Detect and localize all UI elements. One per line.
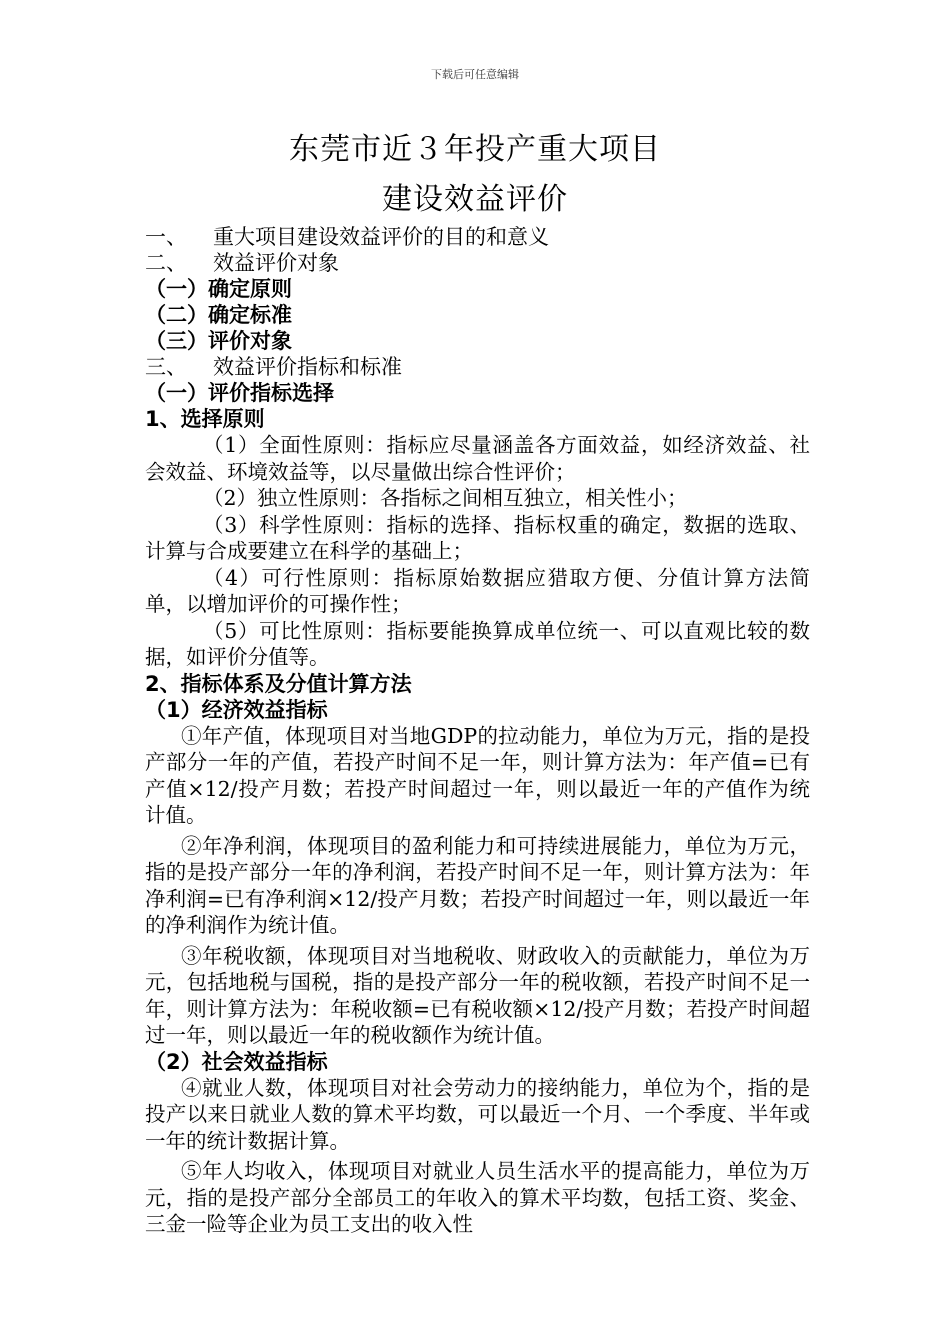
document-body (145, 224, 810, 1238)
subsection-heading: （三）评价对象 (145, 329, 292, 353)
subsection-heading: （一）确定原则 (145, 277, 292, 301)
section-number: 一、 (145, 225, 187, 249)
document-title-line2: 建设效益评价 (382, 182, 568, 217)
section-title: 效益评价指标和标准 (213, 355, 402, 379)
indicator-paragraph: ②年净利润，体现项目的盈利能力和可持续进展能力，单位为万元，指的是投产部分一年的净利润，若投产时间不足一年，则计算方法为：年净利润=已有净利润×12/投产月数；若投产时间超过一年，则以最近一年的净利润作为统计值。 (145, 833, 810, 937)
section-number: 二、 (145, 251, 187, 275)
section-number: 三、 (145, 355, 187, 379)
principle-paragraph: （2）独立性原则：各指标之间相互独立，相关性小； (203, 486, 688, 510)
principle-paragraph: （3）科学性原则：指标的选择、指标权重的确定，数据的选取、计算与合成要建立在科学的基础上； (145, 512, 810, 563)
header-note: 下载后可任意编辑 (431, 68, 519, 81)
section-title: 效益评价对象 (213, 251, 339, 275)
section-title: 重大项目建设效益评价的目的和意义 (213, 225, 549, 249)
indicator-paragraph: ①年产值，体现项目对当地GDP的拉动能力，单位为万元，指的是投产部分一年的产值，若投产时间不足一年，则计算方法为：年产值=已有产值×12/投产月数；若投产时间超过一年，则以最近一年的产值作为统计值。 (145, 723, 810, 827)
subsection-heading: （2）社会效益指标 (145, 1049, 328, 1074)
principle-paragraph: （4）可行性原则：指标原始数据应猎取方便、分值计算方法简单，以增加评价的可操作性； (145, 565, 810, 616)
indicator-paragraph: ⑤年人均收入，体现项目对就业人员生活水平的提高能力，单位为万元，指的是投产部分全部员工的年收入的算术平均数，包括工资、奖金、三金一险等企业为员工支出的收入性 (145, 1159, 810, 1236)
section-heading-2 (145, 250, 810, 276)
section-heading-1 (145, 224, 810, 250)
indicator-paragraph: ④就业人数，体现项目对社会劳动力的接纳能力，单位为个，指的是投产以来日就业人数的算术平均数，可以最近一个月、一个季度、半年或一年的统计数据计算。 (145, 1075, 810, 1153)
subsection-heading: （二）确定标准 (145, 303, 292, 327)
principle-paragraph: （5）可比性原则：指标要能换算成单位统一、可以直观比较的数据，如评价分值等。 (145, 618, 810, 669)
subsection-heading: （1）经济效益指标 (145, 697, 328, 722)
subsection-heading: 1、选择原则 (145, 407, 265, 431)
subsection-heading: 2、指标体系及分值计算方法 (145, 671, 412, 696)
indicator-paragraph: ③年税收额，体现项目对当地税收、财政收入的贡献能力，单位为万元，包括地税与国税，指的是投产部分一年的税收额，若投产时间不足一年，则计算方法为：年税收额=已有税收额×12/投产月数；若投产时间超过一年，则以最近一年的税收额作为统计值。 (145, 943, 810, 1047)
subsection-heading: （一）评价指标选择 (145, 381, 334, 405)
section-heading-3 (145, 354, 810, 380)
principle-paragraph: （1）全面性原则：指标应尽量涵盖各方面效益，如经济效益、社会效益、环境效益等，以尽量做出综合性评价； (145, 433, 810, 484)
document-title-line1: 东莞市近３年投产重大项目 (289, 132, 661, 167)
